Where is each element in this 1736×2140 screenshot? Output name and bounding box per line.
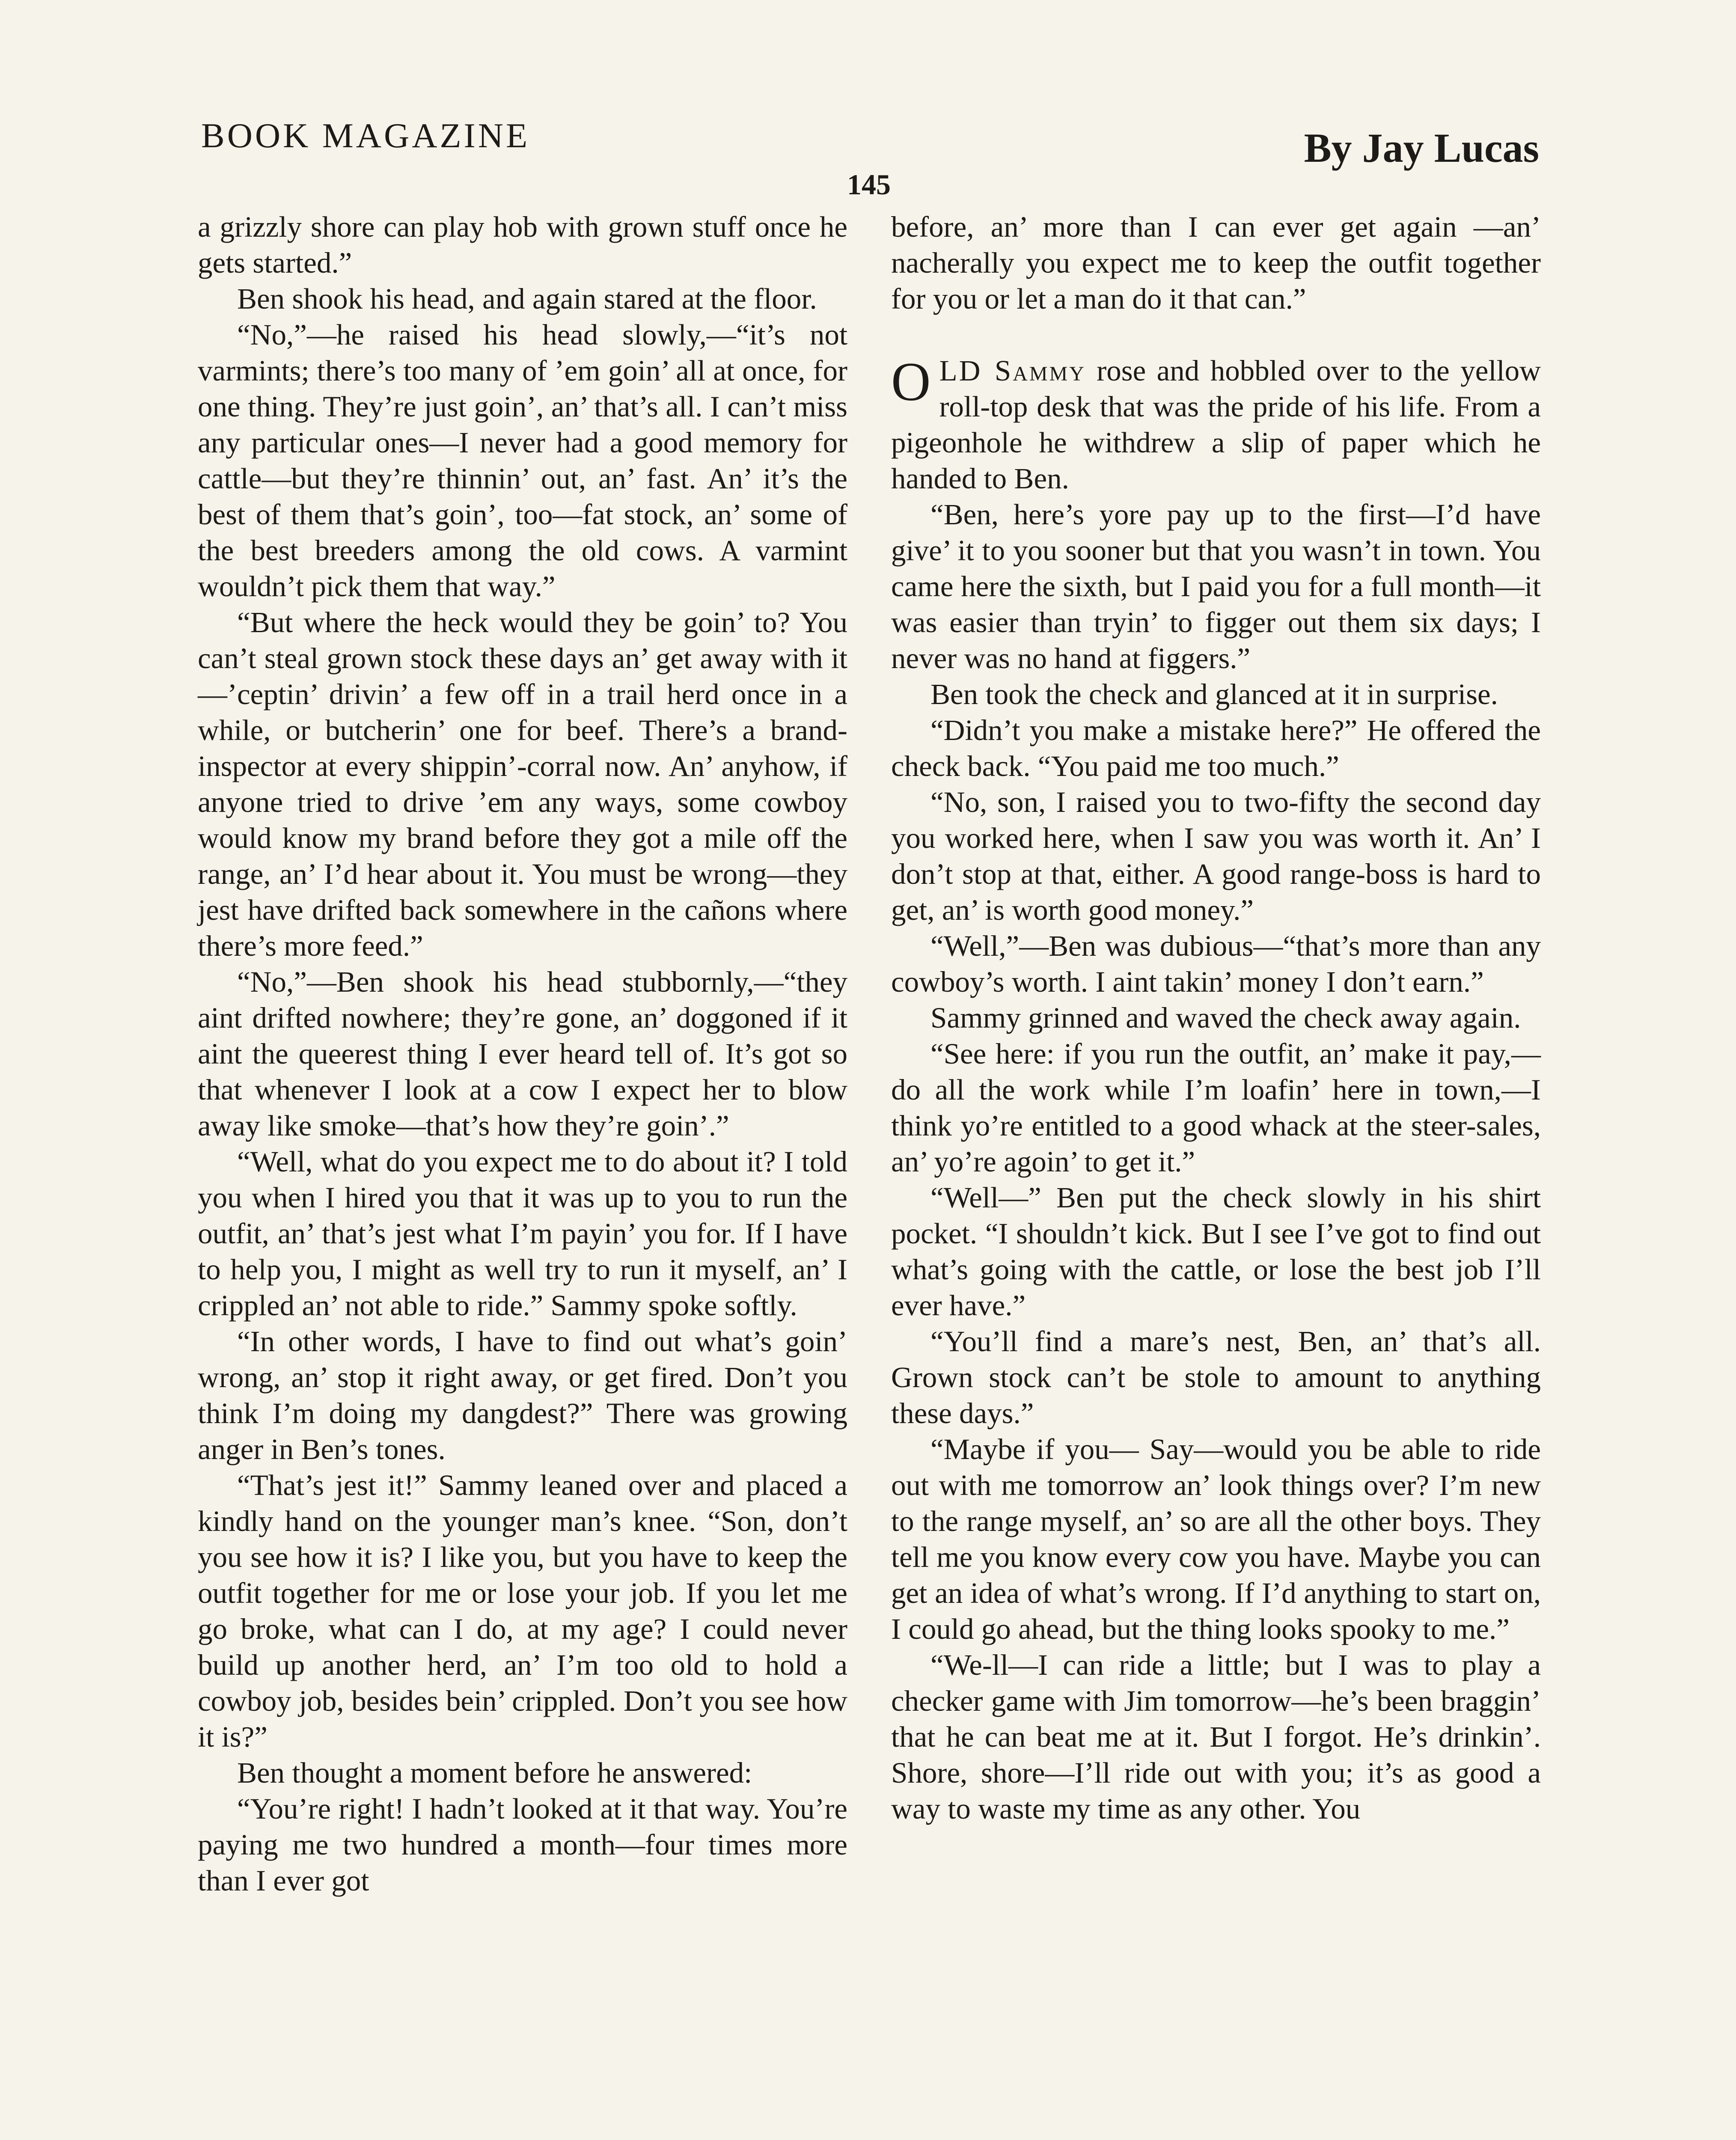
paragraph: “See here: if you run the outfit, an’ make it pay,—do all the work while I’m loafin’ here in town,—I think yo’re entitled to a good whack at the steer-sales, an’ yo’re agoin’ to get it.”	[891, 1037, 1541, 1178]
left-column	[198, 209, 847, 1899]
paragraph: “Didn’t you make a mistake here?” He offered the check back. “You paid me too much.”	[891, 714, 1541, 782]
paragraph: “No, son, I raised you to two-fifty the second day you worked here, when I saw you was worth it. An’ I don’t stop at that, either. A good range-boss is hard to get, an’ is worth good money.”	[891, 786, 1541, 926]
paragraph: “No,”—Ben shook his head stubbornly,—“they aint drifted nowhere; they’re gone, an’ doggoned if it aint the queerest thing I ever heard tell of. It’s got so that whenever I look at a cow I expect her to blow away like smoke—that’s how they’re goin’.”	[198, 966, 847, 1142]
paragraph: “Well—” Ben put the check slowly in his shirt pocket. “I shouldn’t kick. But I see I’ve got to find out what’s going with the cattle, or lose the best job I’ll ever have.”	[891, 1181, 1541, 1322]
magazine-title: BOOK MAGAZINE	[201, 116, 530, 155]
page-number: 145	[847, 168, 891, 201]
paragraph: Ben took the check and glanced at it in surprise.	[930, 678, 1498, 710]
section-opening-paragraph	[891, 353, 1541, 496]
paragraph: “We-ll—I can ride a little; but I was to play a checker game with Jim tomorrow—he’s been braggin’ that he can beat me at it. But I forgot. He’s drinkin’. Shore, shore—I’ll ride out with you; it’s as good a way to waste my time as any other. You	[891, 1649, 1541, 1825]
paragraph: “Well, what do you expect me to do about it? I told you when I hired you that it was up to you to run the outfit, an’ that’s jest what I’m payin’ you for. If I have to help you, I might as well try to run it myself, an’ I crippled an’ not able to ride.” Sammy spoke softly.	[198, 1145, 847, 1322]
section-lead: LD Sammy	[939, 354, 1086, 387]
paragraph: “But where the heck would they be goin’ to? You can’t steal grown stock these days an’ get away with it—’ceptin’ drivin’ a few off in a trail herd once in a while, or butcherin’ one for beef. There’s a brand-inspector at every shippin’-corral now. An’ anyhow, if anyone tried to drive ’em any ways, some cowboy would know my brand before they got a mile off the range, an’ I’d hear about it. You must be wrong—they jest have drifted back somewhere in the cañons where there’s more feed.”	[198, 606, 847, 962]
paragraph: “Ben, here’s yore pay up to the first—I’d have give’ it to you sooner but that you wasn’t in town. You came here the sixth, but I paid you for a full month—it was easier than tryin’ to figger out them six days; I never was no hand at figgers.”	[891, 498, 1541, 675]
paragraph: before, an’ more than I can ever get again —an’ nacherally you expect me to keep the outfit together for you or let a man do it that can.”	[891, 211, 1541, 315]
paragraph: Ben thought a moment before he answered:	[237, 1757, 752, 1789]
paragraph: Ben shook his head, and again stared at the floor.	[237, 282, 817, 315]
paragraph: “You’re right! I hadn’t looked at it that way. You’re paying me two hundred a month—four times more than I ever got	[198, 1792, 847, 1897]
paragraph: “Well,”—Ben was dubious—“that’s more than any cowboy’s worth. I aint takin’ money I don’t earn.”	[891, 930, 1541, 998]
paragraph: Sammy grinned and waved the check away again.	[930, 1002, 1521, 1034]
section-text: rose and hobbled over to the yellow roll-top desk that was the pride of his life. From a pigeonhole he withdrew a slip of paper which he handed to Ben.	[891, 354, 1541, 495]
paragraph: “No,”—he raised his head slowly,—“it’s not varmints; there’s too many of ’em goin’ all at once, for one thing. They’re just goin’, an’ that’s all. I can’t miss any particular ones—I never had a good memory for cattle—but they’re thinnin’ out, an’ fast. An’ it’s the best of them that’s goin’, too—fat stock, an’ some of the best breeders among the old cows. A varmint wouldn’t pick them that way.”	[198, 318, 847, 603]
paragraph: a grizzly shore can play hob with grown stuff once he gets started.”	[198, 211, 847, 279]
paragraph: “That’s jest it!” Sammy leaned over and placed a kindly hand on the younger man’s knee. “Son, don’t you see how it is? I like you, but you have to keep the outfit together for me or lose your job. If you let me go broke, what can I do, at my age? I could never build up another herd, an’ I’m too old to hold a cowboy job, besides bein’ crippled. Don’t you see how it is?”	[198, 1469, 847, 1753]
right-column	[891, 209, 1541, 1827]
paragraph: “You’ll find a mare’s nest, Ben, an’ that’s all. Grown stock can’t be stole to amount to anything these days.”	[891, 1325, 1541, 1430]
paragraph: “Maybe if you— Say—would you be able to ride out with me tomorrow an’ look things over? I’m new to the range myself, an’ so are all the other boys. They tell me you know every cow you have. Maybe you can get an idea of what’s wrong. If I’d anything to start on, I could go ahead, but the thing looks spooky to me.”	[891, 1433, 1541, 1645]
author-byline: By Jay Lucas	[1304, 125, 1539, 171]
drop-cap: O	[891, 351, 931, 412]
paragraph: “In other words, I have to find out what’s goin’ wrong, an’ stop it right away, or get fired. Don’t you think I’m doing my dangdest?” There was growing anger in Ben’s tones.	[198, 1325, 847, 1465]
